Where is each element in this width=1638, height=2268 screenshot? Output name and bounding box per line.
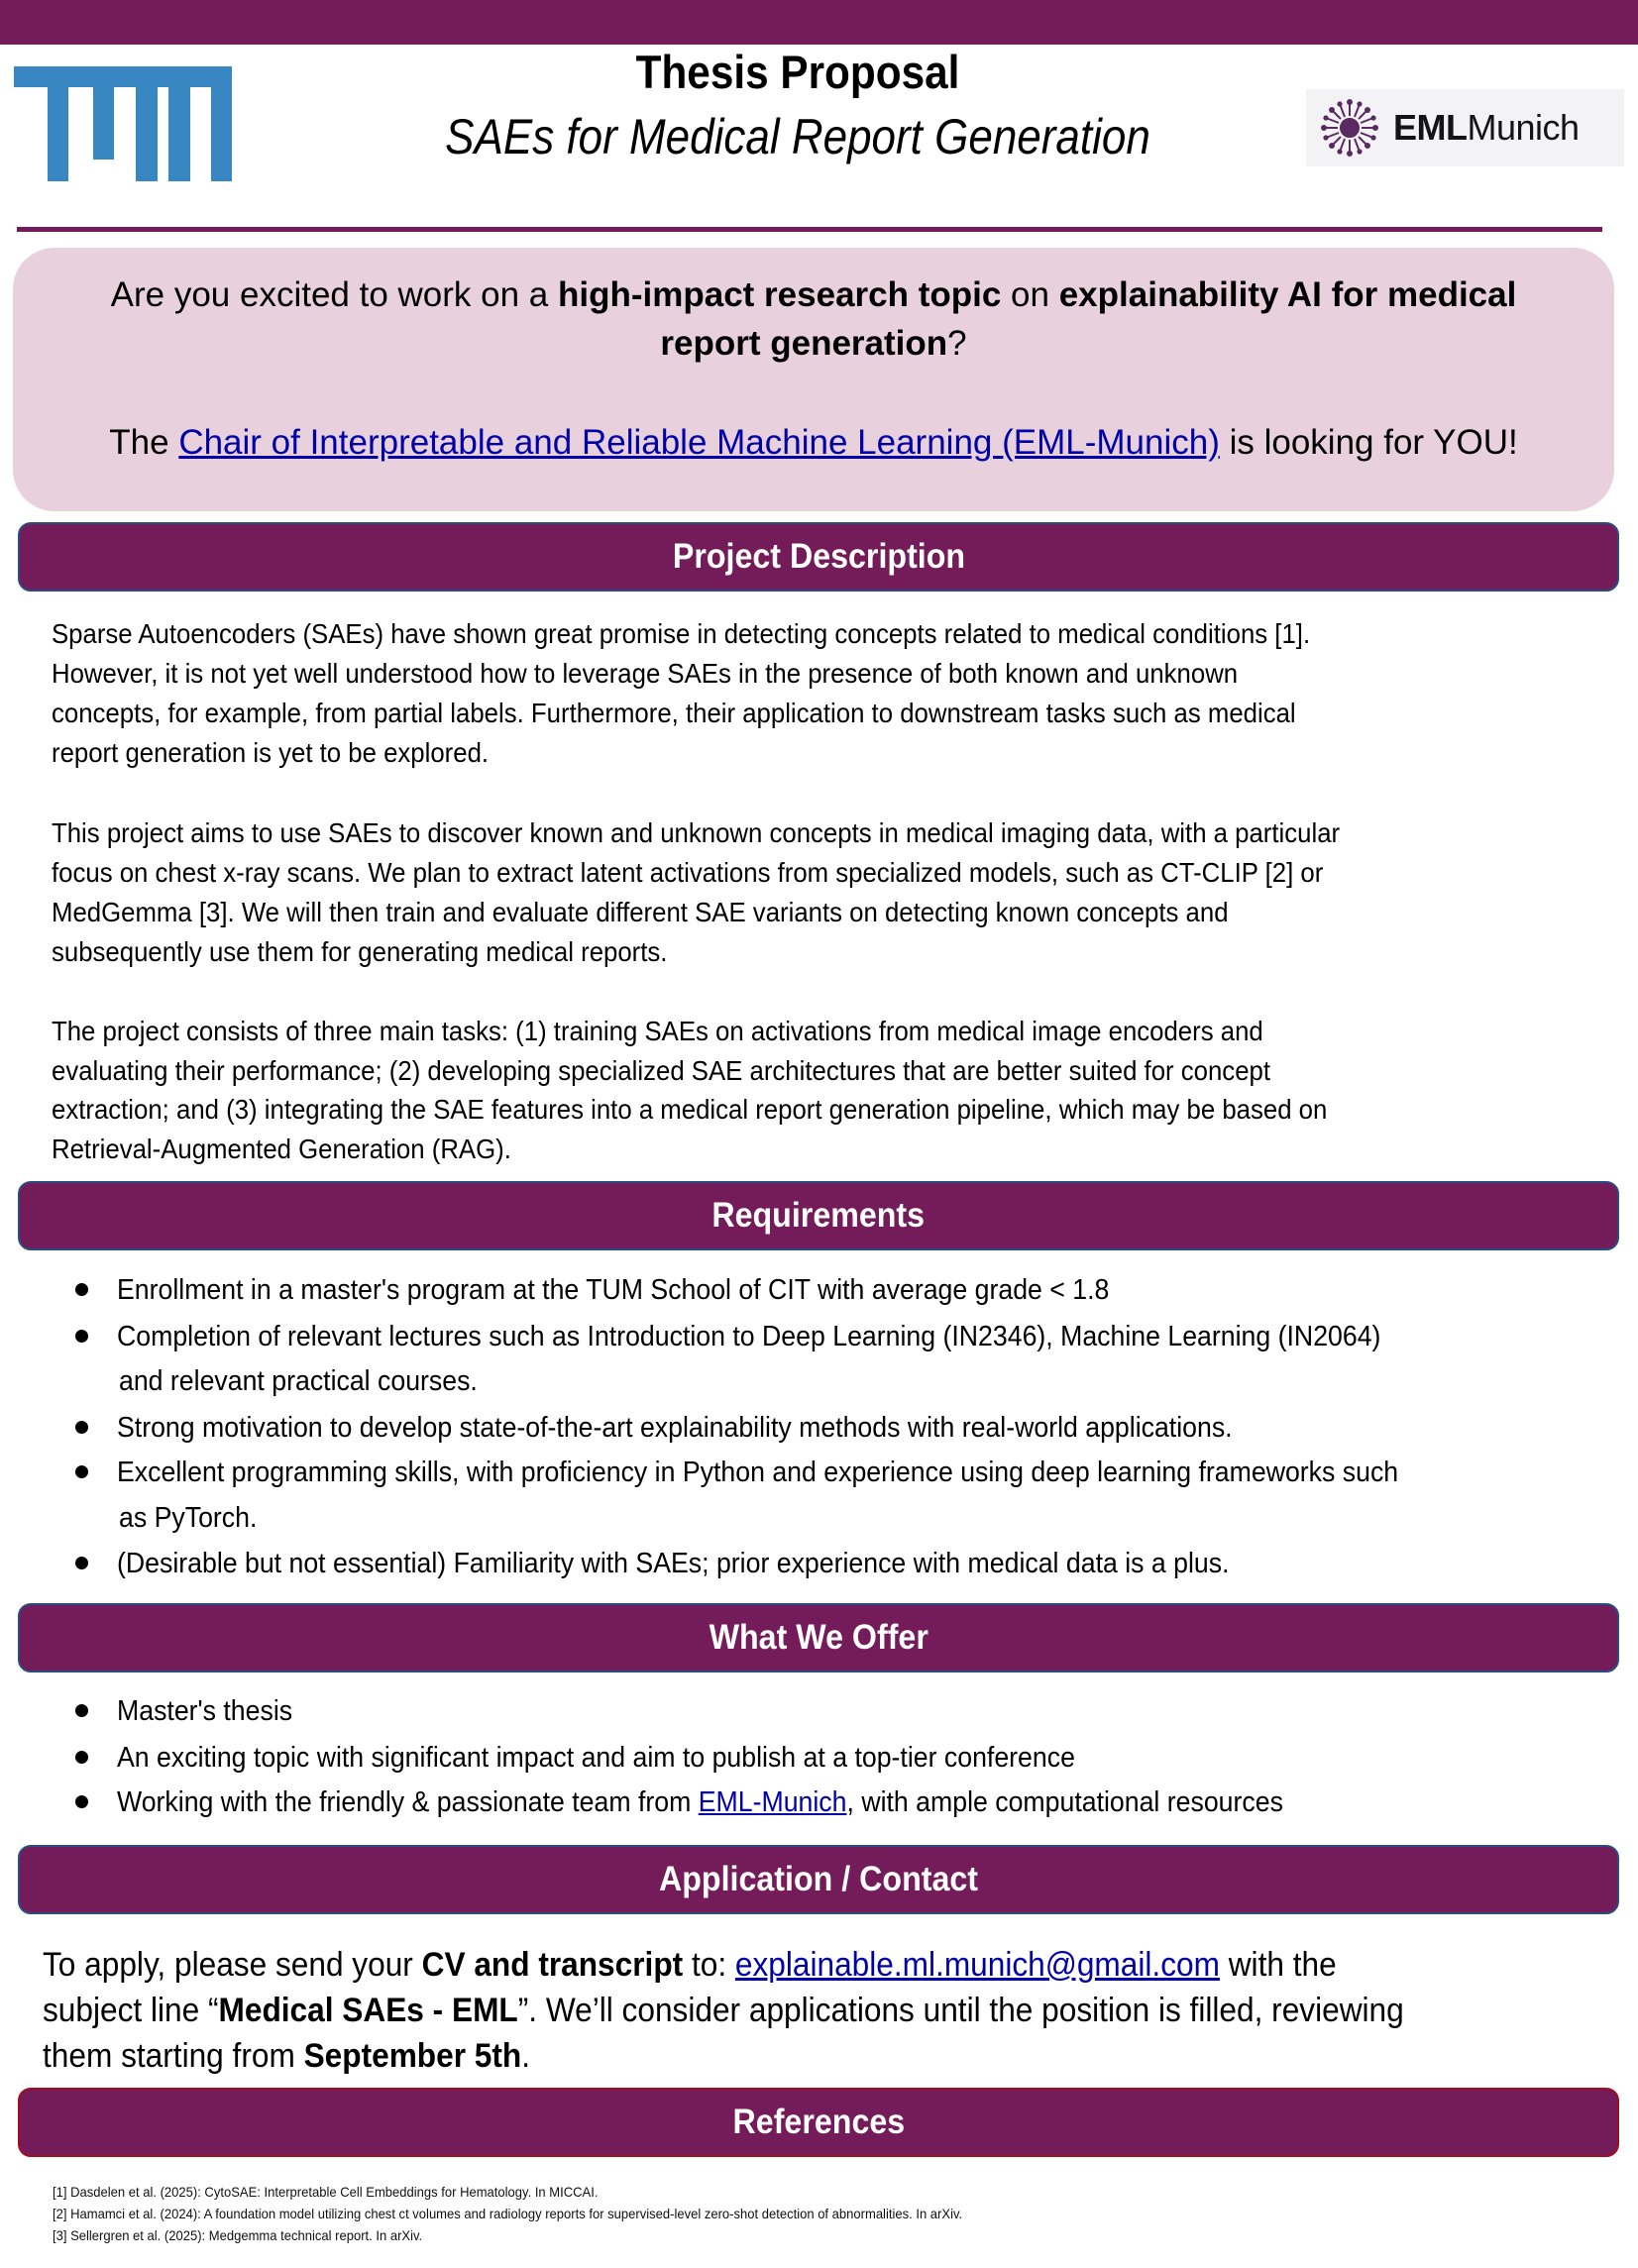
bullet-icon (75, 1330, 88, 1343)
intro-line-3: The Chair of Interpretable and Reliable Machine Learning (EML-Munich) is looking for YOU! (109, 423, 1518, 462)
requirement-item: Excellent programming skills, with proficiency in Python and experience using deep learning frameworks such (75, 1450, 1510, 1495)
paragraph-line: Sparse Autoencoders (SAEs) have shown great promise in detecting concepts related to medical conditions [1]. (52, 618, 1311, 649)
section-header-requirements: Requirements (18, 1181, 1619, 1250)
offer-item: Working with the friendly & passionate team from EML-Munich, with ample computational resources (75, 1780, 1384, 1825)
section-header-references: References (18, 2088, 1619, 2157)
paragraph-line: subsequently use them for generating medical reports. (52, 936, 668, 967)
header-divider (17, 227, 1602, 232)
requirement-item-continuation: as PyTorch. (119, 1502, 258, 1534)
requirement-item: Strong motivation to develop state-of-the-art explainability methods with real-world applications. (75, 1405, 1329, 1451)
section-header-project-description: Project Description (18, 522, 1619, 592)
requirement-item: (Desirable but not essential) Familiarity with SAEs; prior experience with medical data is a plus. (75, 1541, 1326, 1586)
application-line-3: them starting from September 5th. (43, 2037, 531, 2075)
contact-email-link[interactable]: explainable.ml.munich@gmail.com (734, 1946, 1220, 1984)
reference-item: [2] Hamamci et al. (2024): A foundation model utilizing chest ct volumes and radiology reports for supervised-level zero-shot detection of abnormalities. In arXiv. (53, 2206, 963, 2221)
paragraph-line: evaluating their performance; (2) developing specialized SAE architectures that are better suited for concept (52, 1055, 1271, 1086)
application-line-2: subject line “Medical SAEs - EML”. We’ll consider applications until the position is filled, reviewing (43, 1992, 1404, 2029)
bullet-icon (75, 1795, 88, 1808)
bullet-icon (75, 1421, 88, 1434)
offer-item: An exciting topic with significant impact and aim to publish at a top-tier conference (75, 1735, 1158, 1781)
eml-logo-text: EMLMunich (1393, 107, 1580, 148)
intro-line-1: Are you excited to work on a high-impact research topic on explainability AI for medical (110, 275, 1517, 314)
reference-item: [1] Dasdelen et al. (2025): CytoSAE: Interpretable Cell Embeddings for Hematology. In MICCAI. (53, 2184, 599, 2200)
paragraph-line: MedGemma [3]. We will then train and evaluate different SAE variants on detecting known concepts and (52, 897, 1229, 927)
eml-flower-icon (1320, 98, 1379, 158)
offer-item: Master's thesis (75, 1688, 307, 1734)
requirement-item: Enrollment in a master's program at the TUM School of CIT with average grade < 1.8 (75, 1267, 1195, 1313)
paragraph-line: The project consists of three main tasks: (1) training SAEs on activations from medical image encoders and (52, 1016, 1263, 1046)
paragraph-line: focus on chest x-ray scans. We plan to extract latent activations from specialized models, such as CT-CLIP [2] or (52, 857, 1324, 888)
section-header-what-we-offer: What We Offer (18, 1603, 1619, 1673)
bullet-icon (75, 1283, 88, 1296)
paragraph-line: extraction; and (3) integrating the SAE features into a medical report generation pipeline, which may be based on (52, 1094, 1328, 1125)
paragraph-line: This project aims to use SAEs to discover known and unknown concepts in medical imaging data, with a particular (52, 817, 1341, 848)
paragraph-line: However, it is not yet well understood how to leverage SAEs in the presence of both known and unknown (52, 658, 1239, 689)
paragraph-line: Retrieval-Augmented Generation (RAG). (52, 1134, 511, 1164)
page-title: Thesis Proposal (635, 46, 960, 98)
eml-munich-link[interactable]: EML-Munich (698, 1786, 847, 1818)
eml-munich-logo (1306, 89, 1624, 166)
requirement-item-continuation: and relevant practical courses. (119, 1365, 478, 1397)
tum-logo (14, 66, 232, 181)
section-header-application-contact: Application / Contact (18, 1845, 1619, 1914)
bullet-icon (75, 1465, 88, 1478)
intro-line-2: report generation? (660, 324, 967, 363)
application-line-1: To apply, please send your CV and transcript to: explainable.ml.munich@gmail.com with the (43, 1946, 1337, 1984)
eml-chair-link[interactable]: Chair of Interpretable and Reliable Machine Learning (EML-Munich) (178, 423, 1220, 462)
top-banner (0, 0, 1638, 45)
bullet-icon (75, 1751, 88, 1764)
requirement-item: Completion of relevant lectures such as Introduction to Deep Learning (IN2346), Machine Learning (IN2064) (75, 1314, 1490, 1359)
bullet-icon (75, 1557, 88, 1569)
paragraph-line: concepts, for example, from partial labels. Furthermore, their application to downstream tasks such as medical (52, 698, 1296, 728)
reference-item: [3] Sellergren et al. (2025): Medgemma technical report. In arXiv. (53, 2227, 423, 2243)
page-subtitle: SAEs for Medical Report Generation (445, 109, 1150, 164)
paragraph-line: report generation is yet to be explored. (52, 737, 490, 768)
bullet-icon (75, 1704, 88, 1717)
